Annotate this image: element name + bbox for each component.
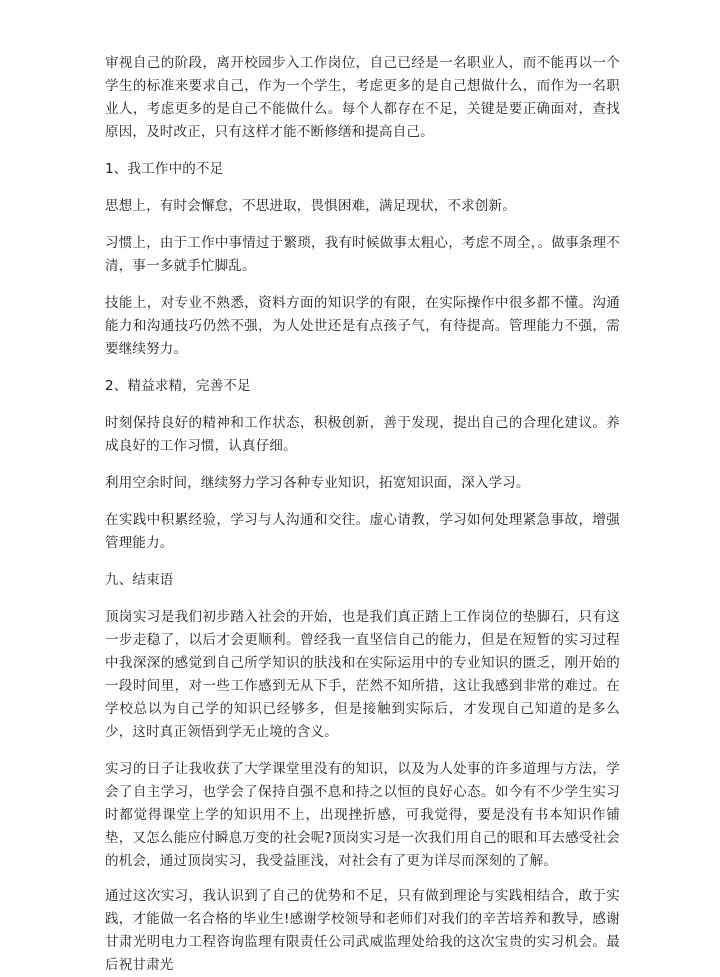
section-heading-conclusion: 九、结束语 bbox=[105, 572, 174, 588]
document-page bbox=[105, 52, 620, 977]
study-paragraph: 利用空余时间，继续努力学习各种专业知识，拓宽知识面，深入学习。 bbox=[105, 475, 530, 491]
skill-paragraph: 技能上，对专业不熟悉，资料方面的知识学的有限，在实际操作中很多都不懂。沟通能力和沟通技巧仍然不强，为人处世还是有点孩子气，有待提高。管理能力不强，需要继续努力。 bbox=[105, 295, 620, 357]
section-heading-improve: 2、精益求精，完善不足 bbox=[105, 378, 251, 394]
conclusion-paragraph-2: 实习的日子让我收获了大学课堂里没有的知识，以及为人处事的许多道理与方法，学会了自主学习，也学会了保持自强不息和持之以恒的良好心态。如今有不少学生实习时都觉得课堂上学的知识用不上，出现挫折感，可我觉得，要是没有书本知识作铺垫，又怎么能应付瞬息万变的社会呢?顶岗实习是一次我们用自己的眼和耳去感受社会的机会，通过顶岗实习，我受益匪浅，对社会有了更为详尽而深刻的了解。 bbox=[105, 761, 620, 869]
intro-paragraph: 审视自己的阶段，离开校园步入工作岗位，自己已经是一名职业人，而不能再以一个学生的标准来要求自己，作为一个学生，考虑更多的是自己想做什么，而作为一名职业人，考虑更多的是自己不能做什么。每个人都存在不足，关键是要正确面对，查找原因，及时改正，只有这样才能不断修缮和提高自己。 bbox=[105, 55, 620, 140]
practice-paragraph: 在实践中积累经验，学习与人沟通和交往。虚心请教，学习如何处理紧急事故，增强管理能力。 bbox=[105, 512, 620, 551]
section-heading-shortcomings: 1、我工作中的不足 bbox=[105, 161, 224, 177]
conclusion-paragraph-3: 通过这次实习，我认识到了自己的优势和不足，只有做到理论与实践相结合，敢于实践，才能做一名合格的毕业生!感谢学校领导和老师们对我们的辛苦培养和教导，感谢甘肃光明电力工程咨询监理有限责任公司武威监理处给我的这次宝贵的实习机会。最后祝甘肃光 bbox=[105, 888, 620, 973]
habit-paragraph: 习惯上，由于工作中事情过于繁琐，我有时候做事太粗心，考虑不周全，。做事条理不清，事一多就手忙脚乱。 bbox=[105, 235, 620, 274]
thought-paragraph: 思想上，有时会懈怠，不思进取，畏惧困难，满足现状，不求创新。 bbox=[105, 198, 516, 214]
spirit-paragraph: 时刻保持良好的精神和工作状态，积极创新，善于发现，提出自己的合理化建议。养成良好的工作习惯，认真仔细。 bbox=[105, 415, 620, 454]
conclusion-paragraph-1: 顶岗实习是我们初步踏入社会的开始，也是我们真正踏上工作岗位的垫脚石，只有这一步走稳了，以后才会更顺利。曾经我一直坚信自己的能力，但是在短暂的实习过程中我深深的感觉到自己所学知识的肤浅和在实际运用中的专业知识的匮乏，刚开始的一段时间里，对一些工作感到无从下手，茫然不知所措，这让我感到非常的难过。在学校总以为自己学的知识已经够多，但是接触到实际后，才发现自己知道的是多么少，这时真正领悟到学无止境的含义。 bbox=[105, 609, 620, 740]
